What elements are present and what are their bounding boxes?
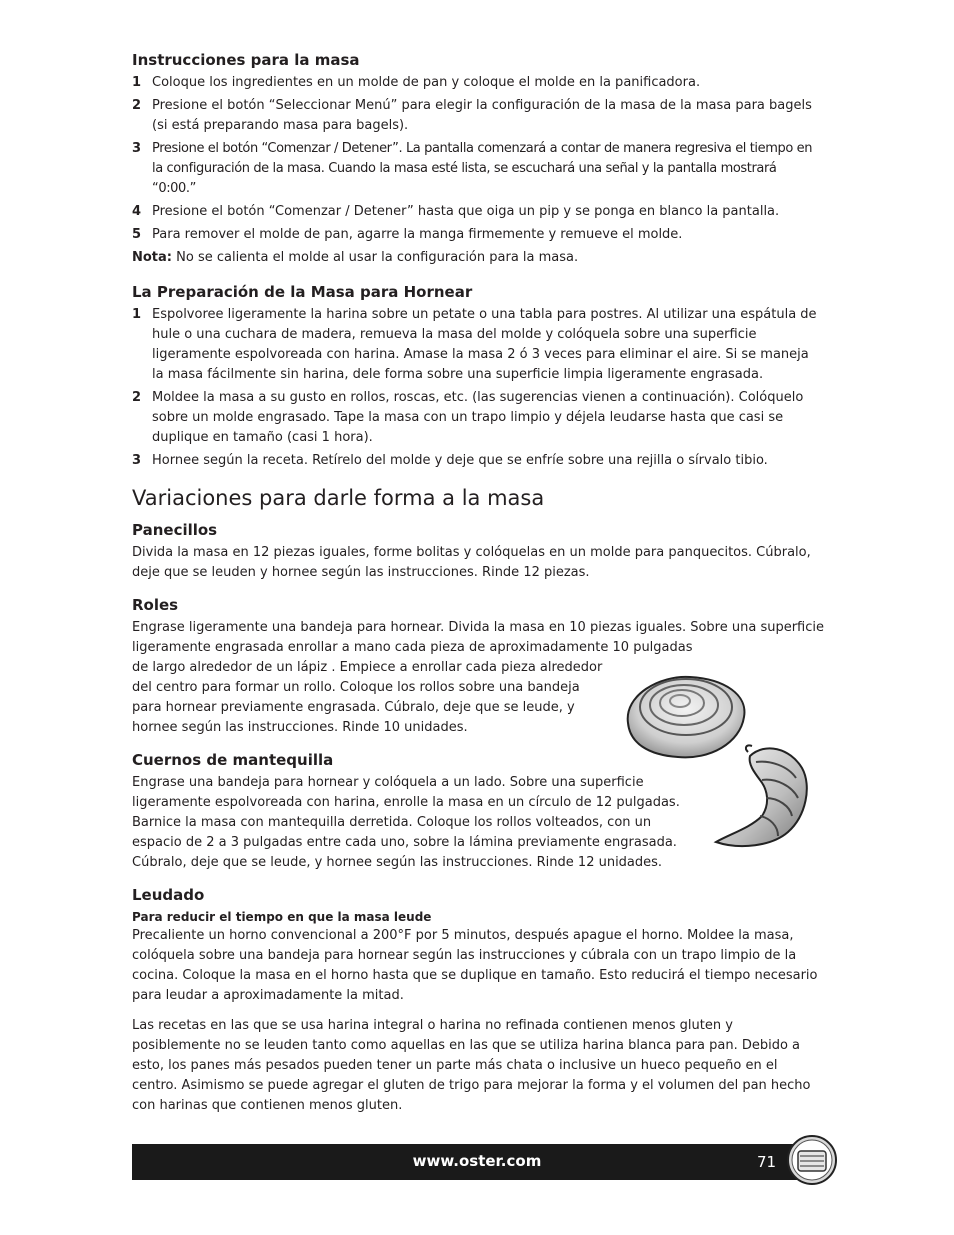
prep-step xyxy=(132,388,824,448)
step-text: Para remover el molde de pan, agarre la manga firmemente y remueve el molde. xyxy=(152,227,683,242)
footer-bar xyxy=(132,1144,812,1180)
note-text: No se calienta el molde al usar la configuración para la masa. xyxy=(172,250,579,265)
leudado-heading: Leudado xyxy=(132,886,205,904)
prep-step xyxy=(132,451,824,471)
dough-step xyxy=(132,73,824,93)
cuernos-heading: Cuernos de mantequilla xyxy=(132,751,334,769)
dough-steps xyxy=(132,73,824,245)
step-number: 1 xyxy=(132,75,142,90)
step-text: Coloque los ingredientes en un molde de pan y coloque el molde en la panificadora. xyxy=(152,75,701,90)
step-number: 5 xyxy=(132,227,142,242)
note-label: Nota: xyxy=(132,250,172,265)
page-content xyxy=(132,50,824,1116)
step-text: Moldee la masa a su gusto en rollos, roscas, etc. (las sugerencias vienen a continuación). Colóquelo sobre un molde engrasado. Tape la masa con un trapo limpio y déjela leudarse hasta que casi se duplique en tamaño (casi 1 hora). xyxy=(152,390,804,445)
step-text: Presione el botón “Comenzar / Detener”. La pantalla comenzará a contar de manera regresiva el tiempo en la configuración de la masa. Cuando la masa esté lista, se escuchará una señal y la pantalla mostrará “0:00.” xyxy=(152,141,813,196)
step-number: 1 xyxy=(132,307,142,322)
step-number: 2 xyxy=(132,390,142,405)
leudado-subheading: Para reducir el tiempo en que la masa leude xyxy=(132,910,432,924)
cuernos-text: Engrase una bandeja para hornear y colóquela a un lado. Sobre una superficie ligeramente espolvoreada con harina, enrolle la masa en un círculo de 12 pulgadas. Barnice la masa con mantequilla derretida. Coloque los rollos volteados, con un espacio de 2 a 3 pulgadas entre cada uno, sobre la lámina previamente engrasada. Cúbralo, deje que se leude, y hornee según las instrucciones. Rinde 12 unidades. xyxy=(132,775,680,870)
prep-steps xyxy=(132,305,824,471)
step-number: 3 xyxy=(132,141,141,156)
roles-heading: Roles xyxy=(132,596,179,614)
dough-note xyxy=(132,248,824,268)
leudado-paragraph-1: Precaliente un horno convencional a 200°F por 5 minutos, después apague el horno. Moldee la masa, colóquela sobre una bandeja para hornear según las instrucciones y cúbrala con un trapo limpio de la cocina. Coloque la masa en el horno hasta que se duplique en tamaño. Esto reducirá el tiempo necesario para leudar a aproximadamente la mitad. xyxy=(132,928,818,1003)
dough-step xyxy=(132,225,824,245)
website-url[interactable]: www.oster.com xyxy=(412,1152,542,1170)
step-text: Espolvoree ligeramente la harina sobre un petate o una tabla para postres. Al utilizar una espátula de hule o una cuchara de madera, remueva la masa del molde y colóquela sobre una superficie ligeramente espolvoreada con harina. Amase la masa 2 ó 3 veces para eliminar el aire. Si se maneja la masa fácilmente sin harina, dele forma sobre una superficie limpia ligeramente engrasada. xyxy=(152,307,817,382)
roles-text-b: de largo alrededor de un lápiz . Empiece a enrollar cada pieza alrededor del centro para formar un rollo. Coloque los rollos sobre una bandeja para hornear previamente engrasada. Cúbralo, deje que se leude, y hornee según las instrucciones. Rinde 10 unidades. xyxy=(132,660,603,735)
dough-step xyxy=(132,96,824,136)
leudado-paragraph-2: Las recetas en las que se usa harina integral o harina no refinada contienen menos gluten y posiblemente no se leuden tanto como aquellas en las que se utiliza harina blanca para pan. Debido a esto, los panes más pesados pueden tener un parte más chata o inclusive un hueco pequeño en el centro. Asimismo se puede agregar el gluten de trigo para mejorar la forma y el volumen del pan hecho con harinas que contienen menos gluten. xyxy=(132,1018,811,1113)
step-number: 4 xyxy=(132,204,142,219)
prep-heading: La Preparación de la Masa para Hornear xyxy=(132,283,473,301)
step-text: Hornee según la receta. Retírelo del molde y deje que se enfríe sobre una rejilla o sírvalo tibio. xyxy=(152,453,768,468)
dough-heading: Instrucciones para la masa xyxy=(132,51,360,69)
dough-step xyxy=(132,202,824,222)
croissant-illustration xyxy=(710,742,812,854)
page-number: 71 xyxy=(757,1153,777,1171)
dough-step xyxy=(132,139,824,199)
prep-step xyxy=(132,305,824,385)
step-text: Presione el botón “Comenzar / Detener” hasta que oiga un pip y se ponga en blanco la pantalla. xyxy=(152,204,780,219)
step-text: Presione el botón “Seleccionar Menú” para elegir la configuración de la masa de la masa para bagels (si está preparando masa para bagels). xyxy=(152,98,812,133)
step-number: 2 xyxy=(132,98,142,113)
panecillos-text: Divida la masa en 12 piezas iguales, forme bolitas y colóquelas en un molde para panquecitos. Cúbralo, deje que se leuden y hornee según las instrucciones. Rinde 12 piezas. xyxy=(132,545,811,580)
roles-text-a: Engrase ligeramente una bandeja para hornear. Divida la masa en 10 piezas iguales. Sobre una superficie ligeramente engrasada enrollar a mano cada pieza de aproximadamente 10 pulgadas xyxy=(132,620,825,655)
bread-pan-icon xyxy=(786,1134,838,1186)
panecillos-heading: Panecillos xyxy=(132,521,218,539)
step-number: 3 xyxy=(132,453,142,468)
variations-heading: Variaciones para darle forma a la masa xyxy=(132,486,545,510)
